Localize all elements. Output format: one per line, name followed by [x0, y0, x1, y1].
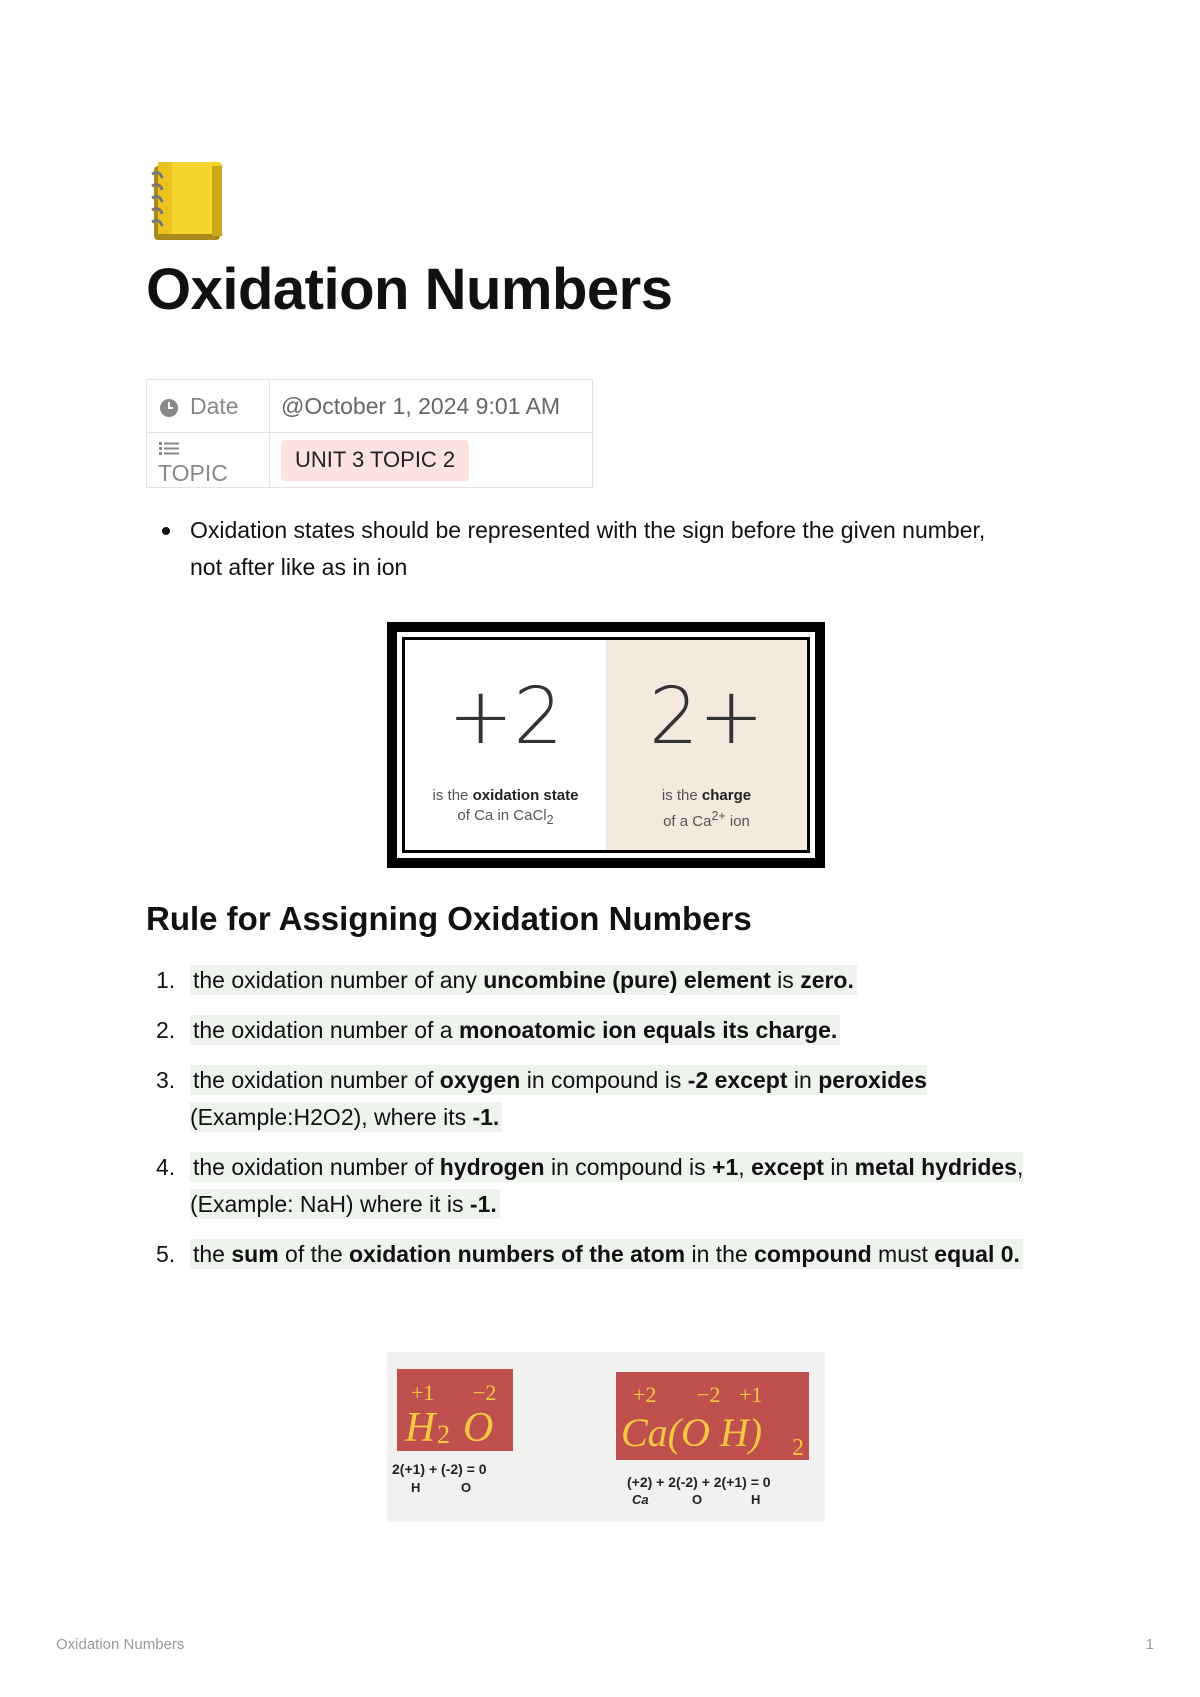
rule-number: 1. — [156, 967, 176, 993]
property-value-topic[interactable] — [270, 433, 593, 488]
rule-number: 4. — [156, 1154, 176, 1180]
water-formula-sub: 2 — [437, 1420, 450, 1449]
hydroxide-formula: Ca(O H) — [621, 1410, 763, 1455]
water-equation: 2(+1) + (-2) = 0 — [392, 1461, 487, 1477]
properties-table — [146, 379, 593, 488]
property-key-date: Date — [147, 380, 270, 433]
list-icon — [158, 437, 180, 459]
hydroxide-equation: (+2) + 2(-2) + 2(+1) = 0 — [627, 1474, 771, 1490]
hydroxide-label-h: H — [751, 1492, 761, 1507]
rule-text: the oxidation number of hydrogen in compound is +1, except in metal hydrides,(Example: NaH) where it is -1. — [190, 1154, 1024, 1217]
hydroxide-ox-o: −2 — [697, 1382, 721, 1407]
section-heading: Rule for Assigning Oxidation Numbers — [146, 900, 752, 937]
hydroxide-ox-ca: +2 — [633, 1382, 657, 1407]
hydroxide-ox-h: +1 — [739, 1382, 763, 1407]
hydroxide-label-o: O — [692, 1492, 703, 1507]
rule-text: the oxidation number of oxygen in compound is -2 except in peroxides (Example:H2O2), where its -1. — [190, 1067, 927, 1130]
water-ox-h: +1 — [411, 1380, 435, 1405]
rule-item — [146, 1149, 1026, 1223]
rule-number: 2. — [156, 1017, 176, 1043]
footer-title: Oxidation Numbers — [56, 1636, 185, 1653]
oxidation-state-panel — [405, 640, 606, 850]
rule-item — [146, 962, 1026, 999]
rule-number: 5. — [156, 1241, 176, 1267]
rule-item — [146, 1236, 1026, 1273]
footer-page-number: 1 — [1145, 1636, 1154, 1653]
bullet-dot — [162, 527, 170, 535]
water-label-h: H — [411, 1480, 421, 1495]
water-formula-o: O — [463, 1405, 494, 1451]
water-label-o: O — [461, 1480, 472, 1495]
charge-caption: is the charge of a $Ca^{2+}$ ion — [661, 787, 752, 830]
property-row-date — [147, 380, 593, 433]
property-row-topic — [147, 433, 593, 488]
rule-text: the oxidation number of any uncombine (pure) element is zero. — [190, 965, 857, 995]
note-bullet — [162, 512, 1002, 586]
oxidation-vs-charge-image — [387, 622, 825, 868]
rules-list — [146, 962, 1026, 1286]
oxidation-examples-image — [387, 1352, 825, 1522]
rule-text: the sum of the oxidation numbers of the atom in the compound must equal 0. — [190, 1239, 1023, 1269]
oxidation-state-caption: is the oxidation state of Ca in CaCl$_2$ — [432, 787, 579, 827]
property-key-topic: TOPIC — [147, 433, 270, 488]
note-text: Oxidation states should be represented with the sign before the given number, not after like as in ion — [190, 517, 986, 580]
rule-item — [146, 1062, 1026, 1136]
rule-number: 3. — [156, 1067, 176, 1093]
notebook-icon — [146, 160, 226, 244]
property-value-date[interactable]: @October 1, 2024 9:01 AM — [270, 380, 593, 433]
water-ox-o: −2 — [473, 1380, 497, 1405]
charge-value: 2+ — [649, 672, 764, 762]
charge-panel — [606, 640, 807, 850]
rule-item — [146, 1012, 1026, 1049]
water-formula-h: H — [405, 1405, 436, 1451]
rule-text: the oxidation number of a monoatomic ion equals its charge. — [190, 1015, 840, 1045]
oxidation-state-value: +2 — [448, 672, 563, 762]
page-title: Oxidation Numbers — [146, 257, 673, 322]
hydroxide-label-ca: Ca — [632, 1492, 649, 1507]
hydroxide-formula-sub: 2 — [792, 1435, 804, 1461]
topic-tag[interactable]: UNIT 3 TOPIC 2 — [281, 440, 469, 481]
clock-icon — [158, 397, 180, 419]
